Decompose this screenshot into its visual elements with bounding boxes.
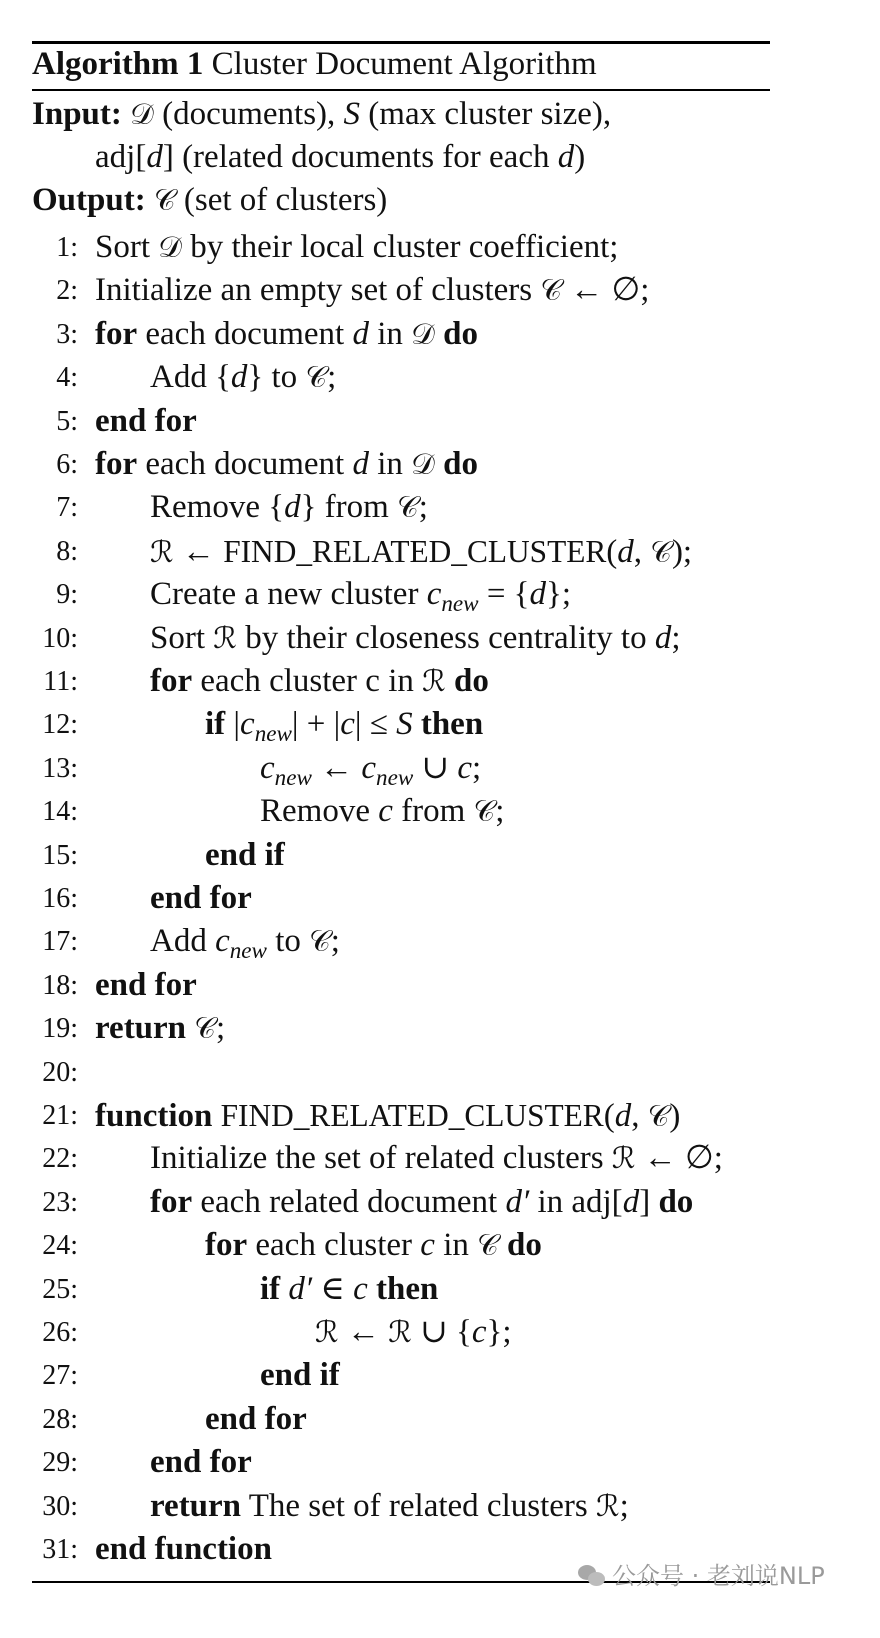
line-number: 13: xyxy=(42,752,78,784)
input-line-continued xyxy=(95,139,585,176)
math-set: ℛ xyxy=(595,1488,620,1524)
text: | + | xyxy=(291,706,341,743)
line-content xyxy=(150,1485,629,1528)
output-content xyxy=(154,182,387,218)
line-content xyxy=(205,834,285,877)
text: ( xyxy=(606,533,618,570)
keyword: end if xyxy=(205,836,285,873)
keyword: do xyxy=(445,663,489,699)
line-content xyxy=(95,1094,680,1138)
line-number: 20: xyxy=(42,1056,78,1088)
math-set: 𝒞 xyxy=(540,273,563,309)
text: ) xyxy=(669,1098,681,1134)
math-set: 𝒟 xyxy=(411,447,435,482)
text: to xyxy=(266,923,310,960)
line-number: 7: xyxy=(56,492,78,524)
text: [ xyxy=(135,139,147,175)
keyword: do xyxy=(658,1183,694,1220)
line-number: 2: xyxy=(56,275,78,307)
text: ← xyxy=(311,749,362,786)
line-content xyxy=(95,269,649,312)
line-number: 19: xyxy=(42,1013,78,1045)
watermark-text: 公众号 · 老刘说NLP xyxy=(612,1562,825,1590)
text: ); xyxy=(671,533,693,570)
text: ∈ xyxy=(312,1270,354,1307)
line-number: 3: xyxy=(56,318,78,350)
algorithm-line xyxy=(0,1268,880,1311)
algorithm-line xyxy=(0,443,880,486)
math-set: ℛ xyxy=(213,620,237,656)
title-rule xyxy=(32,89,770,91)
text: adj xyxy=(95,139,136,175)
line-content xyxy=(205,1398,307,1441)
text: from xyxy=(392,793,474,830)
line-content xyxy=(95,1007,225,1050)
line-content xyxy=(315,1311,512,1354)
algorithm-line xyxy=(0,834,880,877)
line-content xyxy=(95,1528,272,1571)
line-content xyxy=(95,226,618,269)
math-var: c xyxy=(340,706,355,743)
keyword: for xyxy=(205,1227,248,1264)
algorithm-line xyxy=(0,356,880,399)
line-content xyxy=(150,617,681,660)
keyword: do xyxy=(434,315,478,352)
text: by their local cluster coefficient; xyxy=(181,229,619,265)
line-content xyxy=(95,964,197,1007)
math-set: 𝒞 xyxy=(477,1228,499,1264)
keyword: for xyxy=(150,663,193,699)
text: in xyxy=(434,1227,478,1264)
wechat-icon xyxy=(578,1565,606,1587)
text: }; xyxy=(546,576,572,613)
line-number: 18: xyxy=(42,969,78,1001)
text: ] (related documents for each xyxy=(162,139,558,175)
keyword: end for xyxy=(95,402,197,439)
input-label: Input: xyxy=(32,96,122,132)
math-var: d′ xyxy=(505,1183,530,1220)
math-var: c xyxy=(426,576,442,613)
algorithm-label: Algorithm 1 xyxy=(32,46,204,82)
algorithm-line xyxy=(0,486,880,529)
text: ( xyxy=(603,1098,615,1134)
keyword: then xyxy=(367,1270,439,1307)
text: ] xyxy=(639,1183,659,1220)
text: (max cluster size), xyxy=(360,96,612,132)
math-set: ℛ xyxy=(388,1315,412,1350)
math-var: d xyxy=(529,576,547,613)
keyword: then xyxy=(412,706,484,743)
algorithm-line xyxy=(0,790,880,833)
text: Initialize an empty set of clusters xyxy=(95,272,541,309)
math-set: ℛ xyxy=(315,1315,339,1350)
text: Remove xyxy=(260,793,379,830)
math-var: c xyxy=(260,749,275,786)
math-var: S xyxy=(396,706,413,743)
algorithm-line xyxy=(0,1094,880,1137)
algorithm-line xyxy=(0,1311,880,1354)
math-var: c xyxy=(361,749,377,786)
keyword: if xyxy=(205,706,226,743)
algorithm-line xyxy=(0,1485,880,1528)
algorithm-line xyxy=(0,573,880,616)
text: = { xyxy=(478,576,530,613)
text: Add xyxy=(150,923,216,960)
keyword: do xyxy=(498,1227,542,1264)
keyword: end for xyxy=(150,1444,252,1481)
text: ; xyxy=(472,749,482,786)
text: ) xyxy=(574,139,586,175)
line-number: 12: xyxy=(42,709,78,741)
watermark xyxy=(578,1556,825,1591)
math-var: c xyxy=(378,793,393,830)
text: Add { xyxy=(150,359,231,396)
line-number: 28: xyxy=(42,1403,78,1435)
keyword: end for xyxy=(150,880,252,916)
math-set: 𝒞 xyxy=(650,534,672,570)
input-line xyxy=(32,96,611,133)
text: ∪ xyxy=(413,749,458,786)
text: , xyxy=(633,533,651,570)
text: Remove { xyxy=(150,489,285,526)
text: ∪ { xyxy=(411,1314,472,1350)
algorithm-line xyxy=(0,747,880,790)
algorithm-line xyxy=(0,226,880,269)
function-name: FIND_RELATED_CLUSTER xyxy=(223,533,607,569)
text: }; xyxy=(486,1314,512,1350)
math-set: 𝒞 xyxy=(397,490,419,526)
math-set: 𝒞 xyxy=(194,1011,216,1047)
text: ; xyxy=(495,793,505,830)
algorithm-line xyxy=(0,313,880,356)
line-number: 10: xyxy=(42,622,78,654)
math-set: 𝒞 xyxy=(153,183,176,218)
line-content xyxy=(95,443,478,486)
algorithm-line xyxy=(0,920,880,963)
math-var: d xyxy=(557,139,575,175)
subscript: new xyxy=(376,763,414,790)
algorithm-line xyxy=(0,617,880,660)
math-var: c xyxy=(420,1227,435,1264)
math-set: 𝒟 xyxy=(158,230,182,265)
math-var: c xyxy=(353,1270,368,1307)
keyword: for xyxy=(150,1183,193,1220)
text: } from xyxy=(300,489,398,526)
line-content xyxy=(150,1137,723,1180)
line-number: 15: xyxy=(42,839,78,871)
line-number: 25: xyxy=(42,1273,78,1305)
math-var: S xyxy=(343,96,361,132)
text: (documents), xyxy=(153,96,344,132)
algorithm-title xyxy=(32,46,597,83)
math-var: d xyxy=(352,315,369,352)
line-number: 17: xyxy=(42,926,78,958)
text: ; xyxy=(215,1010,226,1047)
math-var: d xyxy=(146,139,163,175)
top-rule xyxy=(32,41,770,44)
math-var: d xyxy=(654,619,672,656)
text: Create a new cluster xyxy=(150,576,427,613)
keyword: return xyxy=(95,1010,187,1047)
text: ; xyxy=(330,923,340,960)
algorithm-line xyxy=(0,1441,880,1484)
line-content xyxy=(205,1224,542,1267)
line-content xyxy=(95,313,478,356)
line-number: 30: xyxy=(42,1490,78,1522)
keyword: if xyxy=(260,1270,281,1307)
output-label: Output: xyxy=(32,182,146,218)
text: ← ∅; xyxy=(635,1140,723,1177)
text: ← xyxy=(338,1314,389,1350)
line-content xyxy=(150,530,692,574)
text: ; xyxy=(619,1487,629,1524)
algorithm-line xyxy=(0,1354,880,1397)
text: in xyxy=(368,446,412,482)
line-number: 24: xyxy=(42,1230,78,1262)
line-content xyxy=(150,1441,252,1484)
text: each cluster c in xyxy=(192,663,423,699)
math-var: d xyxy=(614,1098,632,1134)
algorithm-line xyxy=(0,877,880,920)
algorithm-line xyxy=(0,1224,880,1267)
text: Sort xyxy=(150,619,214,656)
line-number: 4: xyxy=(56,362,78,394)
text: in adj[ xyxy=(529,1183,623,1220)
line-number: 9: xyxy=(56,579,78,611)
algorithm-line xyxy=(0,703,880,746)
text: ; xyxy=(418,489,428,526)
line-content xyxy=(150,486,428,529)
algorithm-line xyxy=(0,530,880,573)
text: by their closeness centrality to xyxy=(236,619,655,656)
algorithm-line xyxy=(0,1007,880,1050)
subscript: new xyxy=(254,720,292,747)
line-number: 21: xyxy=(42,1100,78,1131)
math-set: ℛ xyxy=(422,664,446,699)
math-set: ℛ xyxy=(611,1141,636,1177)
algorithm-line xyxy=(0,400,880,443)
math-var: c xyxy=(471,1314,487,1350)
keyword: end function xyxy=(95,1531,272,1567)
line-content xyxy=(150,660,489,703)
line-number: 6: xyxy=(56,449,78,480)
text xyxy=(212,1098,220,1134)
line-content xyxy=(150,356,336,399)
math-var: d′ xyxy=(288,1270,313,1307)
text: (set of clusters) xyxy=(175,182,388,218)
line-number: 14: xyxy=(42,796,78,828)
line-content xyxy=(260,1268,438,1311)
text: each cluster xyxy=(247,1227,421,1264)
line-number: 26: xyxy=(42,1317,78,1348)
text: ← xyxy=(173,533,224,570)
text: in xyxy=(368,315,412,352)
output-line xyxy=(32,182,387,219)
function-name: FIND_RELATED_CLUSTER xyxy=(220,1098,604,1133)
text: , xyxy=(631,1098,648,1134)
line-number: 8: xyxy=(56,535,78,567)
line-content xyxy=(260,1354,340,1397)
line-number: 1: xyxy=(56,232,78,263)
math-set: 𝒟 xyxy=(130,97,154,132)
line-number: 22: xyxy=(42,1143,78,1175)
line-number: 27: xyxy=(42,1360,78,1392)
text: ← ∅; xyxy=(562,272,650,309)
text: ; xyxy=(671,619,681,656)
math-var: d xyxy=(622,1183,640,1220)
keyword: for xyxy=(95,315,138,352)
line-number: 29: xyxy=(42,1447,78,1479)
text: | xyxy=(225,706,241,743)
line-content xyxy=(260,790,504,833)
keyword: for xyxy=(95,446,138,482)
subscript: new xyxy=(441,590,479,617)
math-set: 𝒟 xyxy=(411,316,435,352)
algorithm-line xyxy=(0,1137,880,1180)
algorithm-name: Cluster Document Algorithm xyxy=(203,46,597,82)
text: Initialize the set of related clusters xyxy=(150,1140,612,1177)
keyword: function xyxy=(95,1098,213,1134)
math-set: ℛ xyxy=(150,534,174,570)
line-number: 16: xyxy=(42,883,78,914)
input-content xyxy=(130,96,611,132)
text: each document xyxy=(137,315,353,352)
math-set: 𝒞 xyxy=(305,360,328,396)
algorithm-line xyxy=(0,1398,880,1441)
line-content xyxy=(95,400,197,443)
line-number: 23: xyxy=(42,1186,78,1218)
text: ; xyxy=(327,359,337,396)
text: The set of related clusters xyxy=(241,1487,596,1524)
subscript: new xyxy=(229,937,267,964)
math-var: d xyxy=(284,489,301,526)
keyword: end if xyxy=(260,1357,340,1394)
subscript: new xyxy=(274,763,312,790)
text: Sort xyxy=(95,229,159,265)
algorithm-line xyxy=(0,660,880,703)
keyword: do xyxy=(434,446,478,482)
line-number: 31: xyxy=(42,1534,78,1565)
line-number: 11: xyxy=(43,666,78,697)
line-content xyxy=(150,877,252,920)
math-var: d xyxy=(230,359,248,396)
algorithm-line xyxy=(0,269,880,312)
keyword: end for xyxy=(95,966,197,1003)
line-number: 5: xyxy=(56,405,78,437)
math-var: c xyxy=(457,749,473,786)
algorithm-line xyxy=(0,964,880,1007)
math-set: 𝒞 xyxy=(309,924,331,960)
math-set: 𝒞 xyxy=(473,794,496,830)
text: each related document xyxy=(192,1183,506,1220)
keyword: return xyxy=(150,1487,242,1524)
text: each document xyxy=(137,446,353,482)
text: } to xyxy=(247,359,306,396)
math-var: d xyxy=(352,446,369,482)
algorithm-line xyxy=(0,1051,880,1094)
math-var: c xyxy=(215,923,230,960)
math-set: 𝒞 xyxy=(647,1099,670,1134)
keyword: end for xyxy=(205,1400,307,1437)
line-content xyxy=(150,1181,693,1224)
algorithm-line xyxy=(0,1181,880,1224)
text: | ≤ xyxy=(354,706,397,743)
math-var: d xyxy=(617,533,634,570)
math-var: c xyxy=(240,706,255,743)
